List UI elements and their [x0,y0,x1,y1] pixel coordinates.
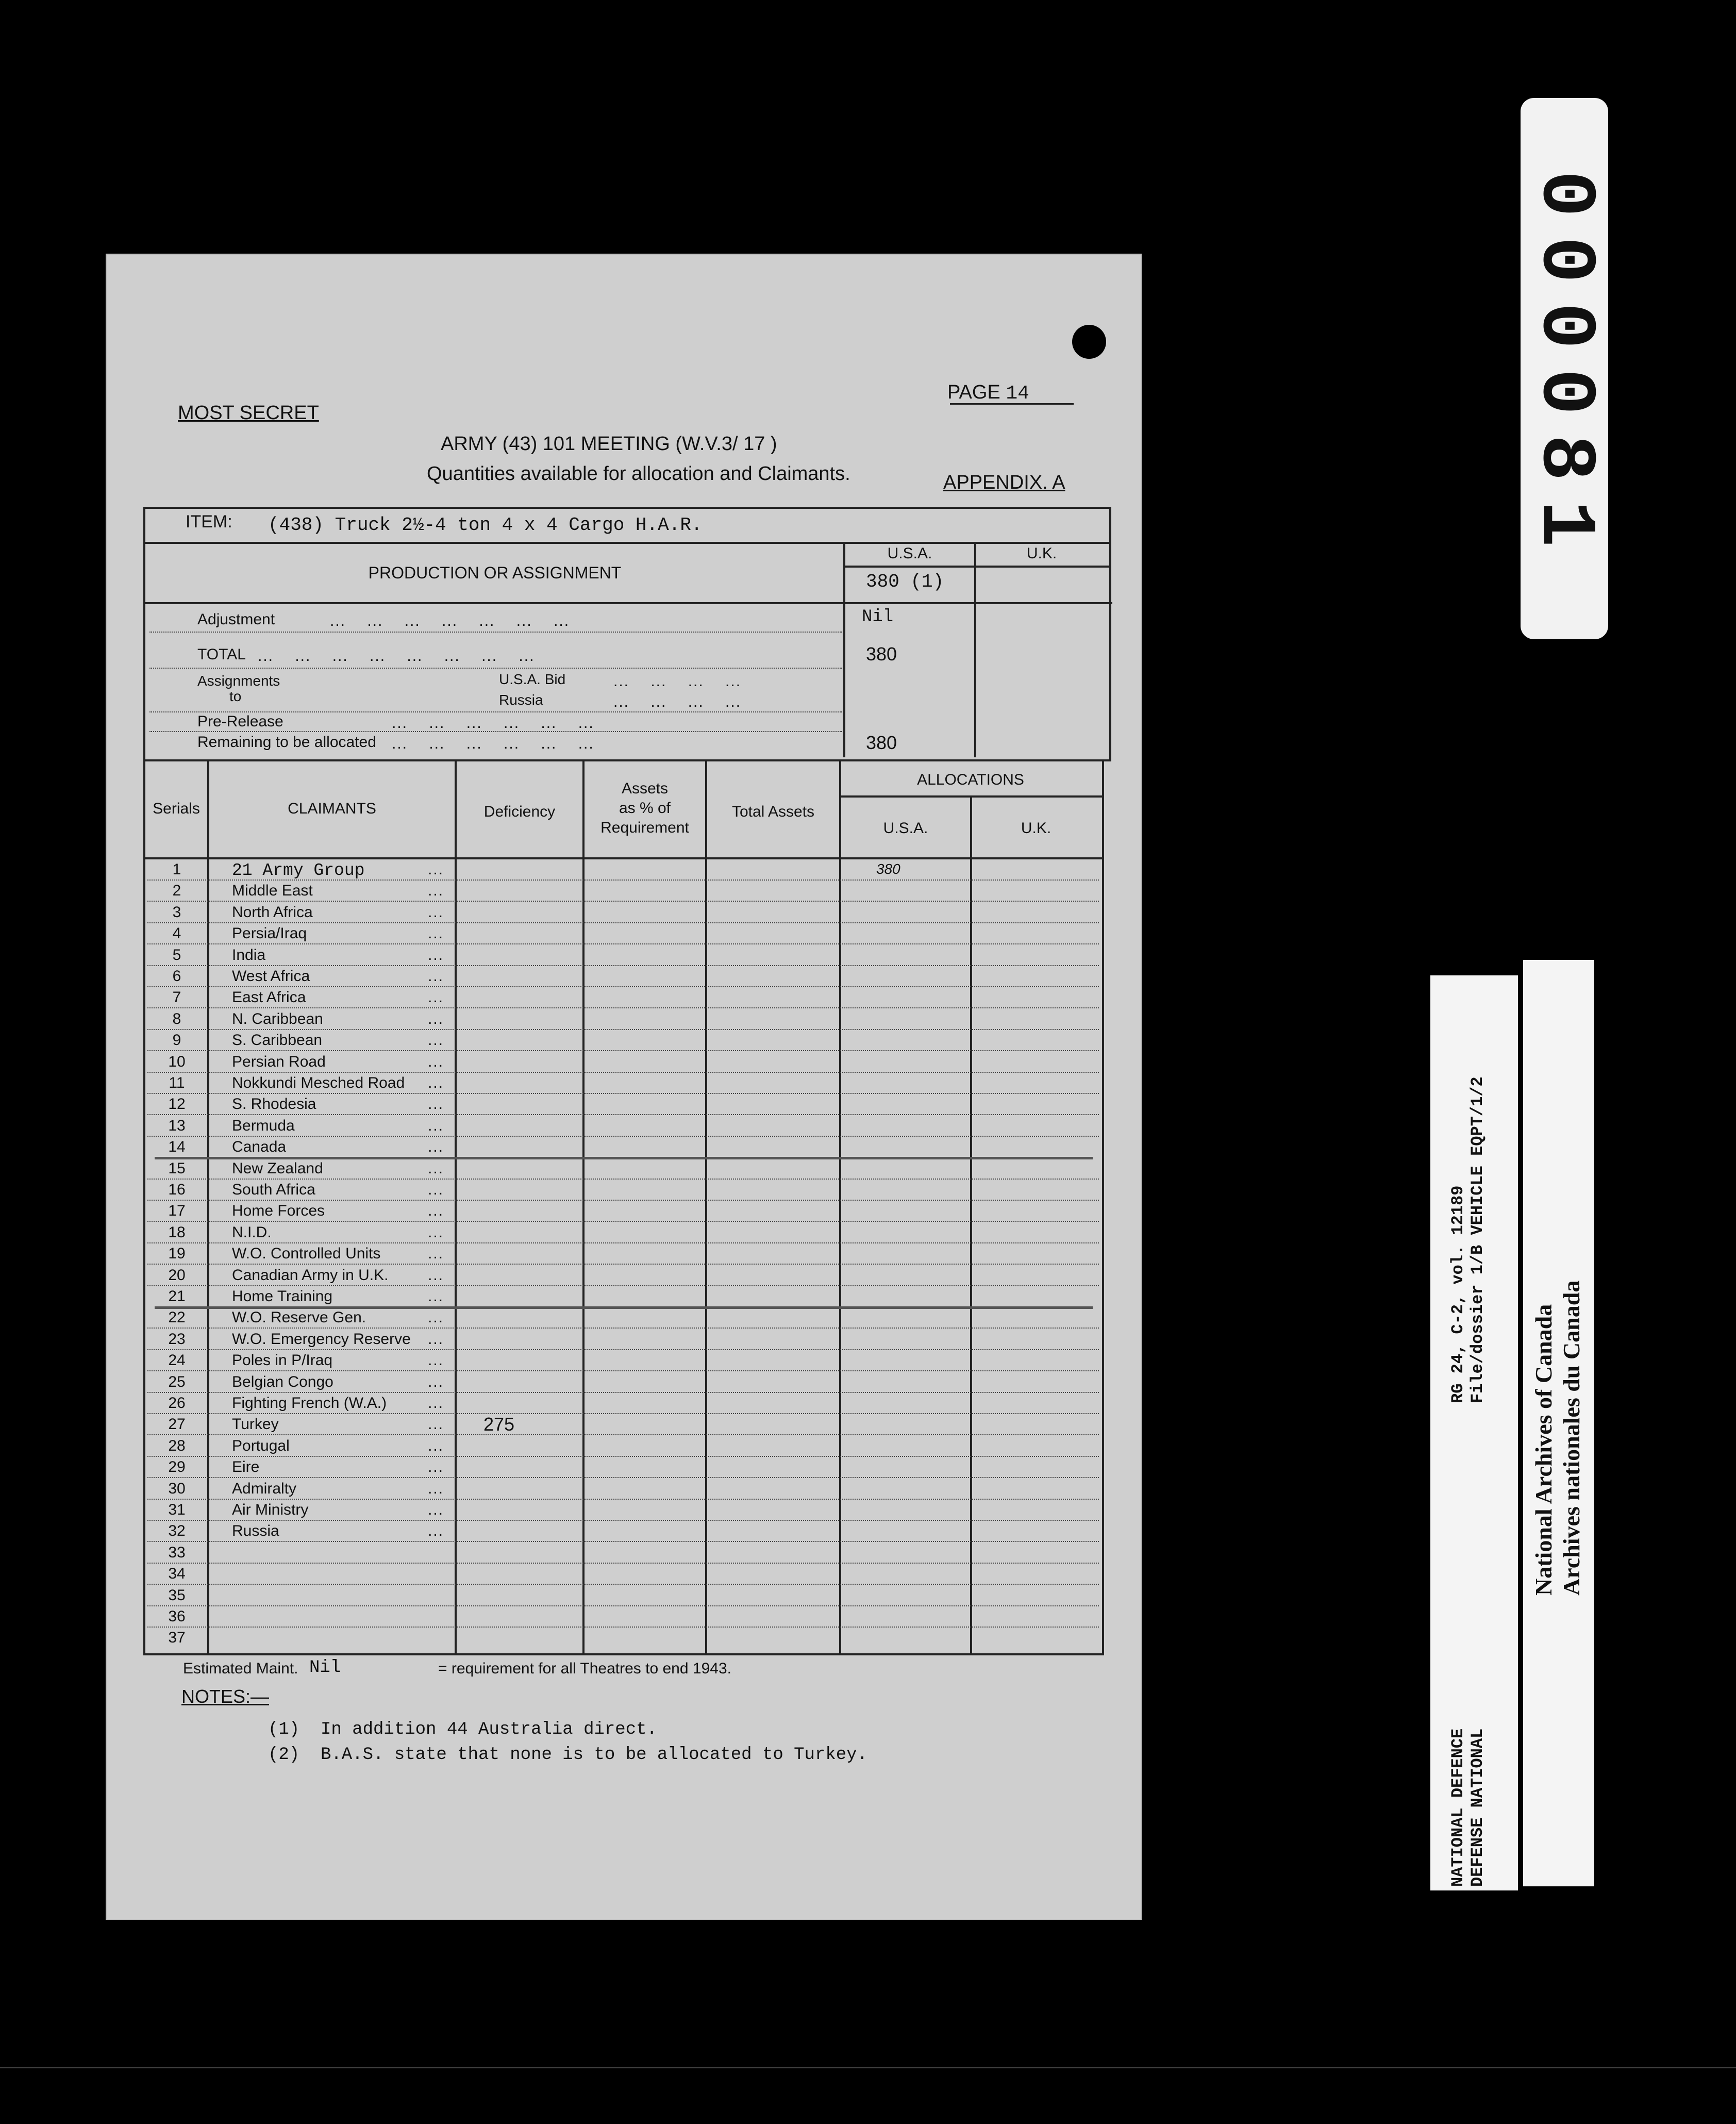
claimant-name: Portugal [232,1437,290,1454]
serial-number: 8 [172,1010,181,1027]
leader-dots: ... [428,1224,444,1241]
leader-dots: ... [428,861,444,878]
serial-number: 2 [172,882,181,899]
row-divider [147,1179,1099,1180]
claimant-name: Home Forces [232,1202,325,1219]
leader-dots: ... [428,1010,444,1027]
classification-label: MOST SECRET [178,402,319,424]
serial-number: 24 [168,1352,186,1369]
row-divider [147,901,1099,902]
serial-number: 16 [168,1181,186,1198]
leader-dots: ... [428,1373,444,1390]
claimant-name: W.O. Reserve Gen. [232,1309,366,1326]
serial-number: 7 [172,989,181,1006]
row-divider [147,965,1099,966]
leader-dots: ... [428,1096,444,1113]
serial-number: 10 [168,1053,186,1070]
serial-number: 26 [168,1395,186,1412]
claimant-name: Turkey [232,1416,279,1433]
serial-number: 9 [172,1032,181,1049]
rule [843,542,845,757]
leader-dots: ... [428,1458,444,1475]
row-divider [147,1242,1099,1243]
serial-number: 20 [168,1267,186,1284]
rule [705,759,707,1653]
serial-number: 11 [169,1074,185,1091]
leader-dots: ... ... ... ... ... ... [392,735,594,752]
serial-number: 23 [168,1331,186,1348]
page-number-underline [950,403,1074,405]
row-divider [147,1200,1099,1201]
claimant-name: N. Caribbean [232,1010,323,1027]
total-assets-header: Total Assets [731,803,815,820]
leader-dots: ... [428,925,444,942]
row-divider [147,1584,1099,1585]
rule [843,566,1109,568]
remaining-label: Remaining to be allocated [197,734,376,751]
claimant-name: New Zealand [232,1160,323,1177]
claimant-name: Canadian Army in U.K. [232,1267,389,1284]
leader-dots: ... [428,1117,444,1134]
rule [839,795,1102,798]
leader-dots: ... [428,1074,444,1091]
row-divider [149,731,842,732]
leader-dots: ... [428,1267,444,1284]
row-divider [147,1050,1099,1051]
claimant-name: N.I.D. [232,1224,272,1241]
leader-dots: ... [428,989,444,1006]
claimant-name: W.O. Emergency Reserve [232,1331,411,1348]
leader-dots: ... ... ... ... [613,673,742,690]
leader-dots: ... [428,1202,444,1219]
row-divider [147,1456,1099,1457]
claimant-name: West Africa [232,968,310,985]
serial-number: 30 [168,1480,186,1497]
row-divider [147,1093,1099,1094]
page-number: PAGE 14 [947,381,1029,405]
row-divider [147,1413,1099,1414]
leader-dots: ... [428,1437,444,1454]
serials-header: Serials [153,800,200,817]
claimant-name: Poles in P/Iraq [232,1352,333,1369]
row-divider [147,880,1099,881]
serial-number: 19 [168,1245,186,1262]
row-divider [147,1114,1099,1115]
claimants-header: CLAIMANTS [288,800,376,817]
row-divider [147,1072,1099,1073]
leader-dots: ... [428,882,444,899]
leader-dots: ... [428,1181,444,1198]
assignments-label: Assignments [197,673,280,689]
claimant-name: East Africa [232,989,306,1006]
claimant-name: 21 Army Group [232,861,365,880]
row-divider [149,632,842,633]
leader-dots: ... [428,904,444,921]
row-divider [147,943,1099,944]
estimated-maint-value: Nil [309,1658,341,1678]
assignments-russia: Russia [499,692,543,708]
serial-number: 25 [168,1373,186,1390]
adjustment-label: Adjustment [197,611,275,628]
row-divider [147,1007,1099,1008]
note-text: In addition 44 Australia direct. [321,1720,657,1739]
department-line-1: NATIONAL DEFENCE [1448,1728,1467,1887]
claimant-name: Belgian Congo [232,1373,333,1390]
allocation-usa-header: U.S.A. [883,820,928,837]
claimant-name: Persia/Iraq [232,925,307,942]
appendix-label: APPENDIX. A [943,472,1065,493]
leader-dots: ... [428,1331,444,1348]
row-divider [147,1520,1099,1521]
serial-number: 36 [168,1608,186,1625]
claimant-name: Admiralty [232,1480,297,1497]
leader-dots: ... [428,1288,444,1305]
leader-dots: ... [428,1053,444,1070]
serial-number: 32 [168,1522,186,1539]
claimant-name: India [232,947,266,964]
serial-number: 37 [168,1629,186,1646]
rule [974,542,976,757]
leader-dots: ... [428,1138,444,1155]
serial-number: 6 [172,968,181,985]
punch-hole [1072,325,1106,359]
leader-dots: ... [428,1395,444,1412]
row-divider [147,1477,1099,1478]
assets-pct-header: Assets as % of Requirement [600,780,689,836]
frame-number: 000081 [1521,170,1608,567]
production-usa-value: 380 (1) [866,571,944,592]
claimant-name: Middle East [232,882,313,899]
claimant-name: Persian Road [232,1053,326,1070]
serial-number: 18 [168,1224,186,1241]
deficiency-header: Deficiency [483,803,556,820]
item-label: ITEM: [186,512,232,532]
row-divider [147,1370,1099,1371]
production-header: PRODUCTION OR ASSIGNMENT [368,563,622,582]
row-divider [149,668,842,669]
row-divider [149,711,842,712]
row-divider [147,1264,1099,1265]
row-divider [147,1541,1099,1542]
meeting-title: ARMY (43) 101 MEETING (W.V.3/ 17 ) [441,433,777,455]
serial-number: 22 [168,1309,186,1326]
reference-line-1: RG 24, C-2, vol. 12189 [1448,1185,1467,1403]
serial-number: 27 [168,1416,186,1433]
leader-dots: ... [428,968,444,985]
row-divider [147,1328,1099,1329]
production-uk-header: U.K. [1026,545,1057,562]
claimant-name: North Africa [232,904,313,921]
leader-dots: ... [428,1032,444,1049]
requirement-text: = requirement for all Theatres to end 1943. [438,1660,731,1677]
leader-dots: ... ... ... ... ... ... ... ... [258,648,535,665]
adjustment-usa: Nil [862,607,894,627]
document-subtitle: Quantities available for allocation and Claimants. [427,463,850,485]
row-divider [155,1157,1093,1159]
row-divider [147,1563,1099,1564]
notes-label: NOTES:— [181,1686,270,1707]
total-usa: 380 [866,643,897,665]
claimant-name: South Africa [232,1181,315,1198]
rule [970,795,972,1653]
serial-number: 34 [168,1565,186,1582]
row-divider [147,1627,1099,1628]
rule [582,759,585,1653]
row-divider [147,922,1099,923]
serial-number: 14 [168,1138,186,1155]
note-text: B.A.S. state that none is to be allocated to Turkey. [321,1745,867,1765]
serial-number: 21 [168,1288,186,1305]
assignments-to-label: to [229,688,242,704]
claimant-name: Air Ministry [232,1501,309,1518]
row-divider [147,1136,1099,1137]
rule [455,759,457,1653]
claimant-name: Canada [232,1138,287,1155]
claimant-name: S. Rhodesia [232,1096,316,1113]
allocations-header: ALLOCATIONS [917,771,1024,788]
leader-dots: ... [428,1522,444,1539]
leader-dots: ... ... ... ... [613,693,742,710]
claimant-name: Nokkundi Mesched Road [232,1074,405,1091]
serial-number: 33 [168,1544,186,1561]
assignments-usa-bid: U.S.A. Bid [499,671,566,687]
claimant-name: Fighting French (W.A.) [232,1395,387,1412]
serial-number: 35 [168,1587,186,1604]
row-divider [147,1605,1099,1606]
row-divider [147,1392,1099,1393]
row-divider [147,1029,1099,1030]
claimant-name: S. Caribbean [232,1032,323,1049]
leader-dots: ... [428,1160,444,1177]
row-divider [147,986,1099,987]
estimated-maint-label: Estimated Maint. [183,1660,298,1677]
row-divider [147,1499,1099,1500]
note-number: (1) [268,1720,300,1739]
note-number: (2) [268,1745,300,1765]
archives-name-en: National Archives of Canada [1530,1304,1557,1596]
total-label: TOTAL [197,646,246,663]
row-divider [147,1349,1099,1350]
leader-dots: ... [428,1501,444,1518]
serial-number: 4 [172,925,181,942]
allocation-uk-header: U.K. [1021,820,1051,837]
leader-dots: ... [428,1352,444,1369]
pre-release-label: Pre-Release [197,713,283,730]
row-divider [147,1285,1099,1286]
leader-dots: ... [428,1309,444,1326]
serial-number: 12 [168,1096,186,1113]
serial-number: 13 [168,1117,186,1134]
allocation-usa-value: 380 [876,861,900,877]
serial-number: 15 [168,1160,186,1177]
leader-dots: ... [428,1480,444,1497]
production-usa-header: U.S.A. [887,545,932,562]
rule [207,759,209,1653]
row-divider [147,1221,1099,1222]
claimant-name: Eire [232,1458,260,1475]
leader-dots: ... [428,947,444,964]
rule [143,602,1112,604]
serial-number: 31 [168,1501,186,1518]
scan-edge-line [0,2067,1736,2068]
department-line-2: DEFENSE NATIONAL [1468,1728,1487,1887]
leader-dots: ... ... ... ... ... ... ... [330,612,570,629]
serial-number: 1 [172,861,181,878]
claimant-name: Home Training [232,1288,333,1305]
serial-number: 5 [172,947,181,964]
leader-dots: ... [428,1245,444,1262]
item-value: (438) Truck 2½-4 ton 4 x 4 Cargo H.A.R. [268,515,703,536]
serial-number: 17 [168,1202,186,1219]
deficiency-value: 275 [483,1414,515,1435]
archives-name-fr: Archives nationales du Canada [1558,1280,1584,1596]
serial-number: 28 [168,1437,186,1454]
rule [143,857,1102,859]
claimant-name: W.O. Controlled Units [232,1245,381,1262]
reference-line-2: File/dossier 1/B VEHICLE EQPT/1/2 [1468,1076,1487,1403]
serial-number: 3 [172,904,181,921]
serial-number: 29 [168,1458,186,1475]
leader-dots: ... ... ... ... ... ... [392,715,594,732]
leader-dots: ... [428,1416,444,1433]
claimant-name: Russia [232,1522,279,1539]
row-divider [147,1434,1099,1435]
remaining-usa: 380 [866,732,897,753]
claimant-name: Bermuda [232,1117,295,1134]
rule [839,759,841,1653]
